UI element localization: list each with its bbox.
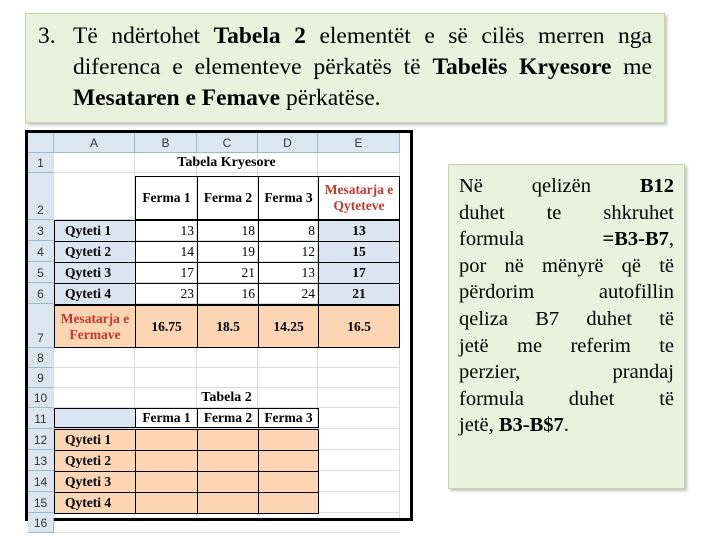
table2-city-label[interactable]: Qyteti 2 <box>54 450 136 472</box>
header-ferma-1[interactable]: Ferma 1 <box>135 176 198 220</box>
row-header-16[interactable]: 16 <box>28 513 54 533</box>
data-cell[interactable]: 13 <box>258 262 319 284</box>
city-label[interactable]: Qyteti 4 <box>54 283 136 305</box>
table2-empty-cell[interactable] <box>197 492 259 514</box>
row-header-14[interactable]: 14 <box>28 471 54 492</box>
city-average-cell[interactable]: 15 <box>318 241 400 263</box>
data-cell[interactable]: 18 <box>197 220 259 242</box>
overall-average[interactable]: 16.5 <box>318 305 400 348</box>
gridline-horizontal <box>54 532 400 533</box>
intro-text-4: përkatëse. <box>280 85 381 111</box>
table2-city-label[interactable]: Qyteti 4 <box>54 492 136 514</box>
data-cell[interactable]: 8 <box>258 220 319 242</box>
explain-text: Në qelizën <box>459 175 640 197</box>
column-header-c[interactable]: C <box>197 133 258 153</box>
explain-line-8: perzier, prandaj <box>459 361 674 384</box>
farm-average-label[interactable]: Mesatarja e Fermave <box>54 305 136 348</box>
row-header-6[interactable]: 6 <box>28 283 54 304</box>
row-header-8[interactable]: 8 <box>28 348 54 368</box>
explain-line-1 <box>459 173 674 200</box>
table2-city-label[interactable]: Qyteti 3 <box>54 471 136 493</box>
main-table-name: Tabelës Kryesore <box>432 54 612 80</box>
explain-line-10 <box>459 412 674 439</box>
column-header-e[interactable]: E <box>318 133 400 153</box>
explain-line-2: duhet te shkruhet <box>459 201 674 224</box>
table2-empty-cell[interactable] <box>135 450 198 472</box>
data-cell[interactable]: 19 <box>197 241 259 263</box>
farm-average-2[interactable]: 18.5 <box>197 305 259 348</box>
instruction-box <box>25 13 665 123</box>
cell-reference-b12: B12 <box>639 175 674 197</box>
column-header-d[interactable]: D <box>258 133 318 153</box>
explain-line-9: formula duhet të <box>459 387 674 410</box>
row-header-9[interactable]: 9 <box>28 368 54 388</box>
spreadsheet-screenshot <box>25 130 413 530</box>
explain-text: jetë, <box>459 414 499 437</box>
data-cell[interactable]: 14 <box>135 241 198 263</box>
data-cell[interactable]: 23 <box>135 283 198 305</box>
table2-empty-cell[interactable] <box>258 429 319 451</box>
table2-empty-cell[interactable] <box>197 471 259 493</box>
explain-text: formula <box>459 228 603 251</box>
formula-mixed: B3-B$7 <box>498 414 564 437</box>
table2-empty-cell[interactable] <box>135 471 198 493</box>
city-average-cell[interactable]: 13 <box>318 220 400 242</box>
row-header-4[interactable]: 4 <box>28 241 54 262</box>
data-cell[interactable]: 21 <box>197 262 259 284</box>
city-average-cell[interactable]: 21 <box>318 283 400 305</box>
table2-city-label[interactable]: Qyteti 1 <box>54 429 136 451</box>
spreadsheet-grid <box>28 133 410 530</box>
explain-text: . <box>563 414 569 437</box>
table2-empty-cell[interactable] <box>197 450 259 472</box>
table2-empty-cell[interactable] <box>135 429 198 451</box>
table2-empty-cell[interactable] <box>258 450 319 472</box>
table2-title[interactable]: Tabela 2 <box>201 389 252 405</box>
city-label[interactable]: Qyteti 1 <box>54 220 136 242</box>
row-header-1[interactable]: 1 <box>28 153 54 173</box>
city-label[interactable]: Qyteti 2 <box>54 241 136 263</box>
row-header-5[interactable]: 5 <box>28 262 54 283</box>
header-ferma-3[interactable]: Ferma 3 <box>258 176 319 220</box>
header-ferma-2[interactable]: Ferma 2 <box>197 176 259 220</box>
farm-average-1[interactable]: 16.75 <box>135 305 198 348</box>
table2-empty-cell[interactable] <box>135 492 198 514</box>
table2-name: Tabela 2 <box>213 23 306 49</box>
row-header-7[interactable]: 7 <box>28 304 54 348</box>
explanation-box <box>448 164 685 489</box>
city-label[interactable]: Qyteti 3 <box>54 262 136 284</box>
intro-text-1: Të ndërtohet <box>73 23 214 49</box>
row-header-15[interactable]: 15 <box>28 492 54 513</box>
table2-empty-cell[interactable] <box>197 429 259 451</box>
row-header-12[interactable]: 12 <box>28 429 54 450</box>
data-cell[interactable]: 16 <box>197 283 259 305</box>
explain-line-5: përdorim autofillin <box>459 281 674 304</box>
row-header-10[interactable]: 10 <box>28 388 54 408</box>
item-number: 3. <box>38 23 56 49</box>
instruction-text <box>73 21 652 114</box>
table2-corner-cell[interactable] <box>54 408 136 428</box>
select-all-corner[interactable] <box>28 133 54 153</box>
table2-empty-cell[interactable] <box>258 471 319 493</box>
data-cell[interactable]: 17 <box>135 262 198 284</box>
row-header-13[interactable]: 13 <box>28 450 54 471</box>
table2-header-ferma-3[interactable]: Ferma 3 <box>258 408 319 428</box>
header-city-average[interactable]: Mesatarja e Qyteteve <box>318 176 400 220</box>
explain-line-3 <box>459 226 674 253</box>
table2-empty-cell[interactable] <box>258 492 319 514</box>
intro-text-3: me <box>611 54 652 80</box>
table2-header-ferma-2[interactable]: Ferma 2 <box>197 408 259 428</box>
row-header-3[interactable]: 3 <box>28 220 54 241</box>
farm-average-3[interactable]: 14.25 <box>258 305 319 348</box>
intro-text-2: elementët e së cilës merren nga diferenca e elementeve përkatës të <box>73 23 652 80</box>
city-average-cell[interactable]: 17 <box>318 262 400 284</box>
data-cell[interactable]: 12 <box>258 241 319 263</box>
main-table-title[interactable]: Tabela Kryesore <box>177 154 276 170</box>
data-cell[interactable]: 24 <box>258 283 319 305</box>
data-cell[interactable]: 13 <box>135 220 198 242</box>
gridline-horizontal <box>54 367 400 368</box>
column-header-a[interactable]: A <box>54 133 135 153</box>
explain-line-4: por në mënyrë që të <box>459 254 674 277</box>
formula-relative: =B3-B7 <box>602 228 669 251</box>
column-header-b[interactable]: B <box>135 133 197 153</box>
table2-header-ferma-1[interactable]: Ferma 1 <box>135 408 198 428</box>
explain-text: , <box>668 228 674 251</box>
explain-line-6: qeliza B7 duhet të <box>459 307 674 330</box>
row-header-11[interactable]: 11 <box>28 408 54 429</box>
row-header-2[interactable]: 2 <box>28 173 54 220</box>
avg-name: Mesataren e Femave <box>73 85 281 111</box>
explain-line-7: jetë me referim te <box>459 334 674 357</box>
